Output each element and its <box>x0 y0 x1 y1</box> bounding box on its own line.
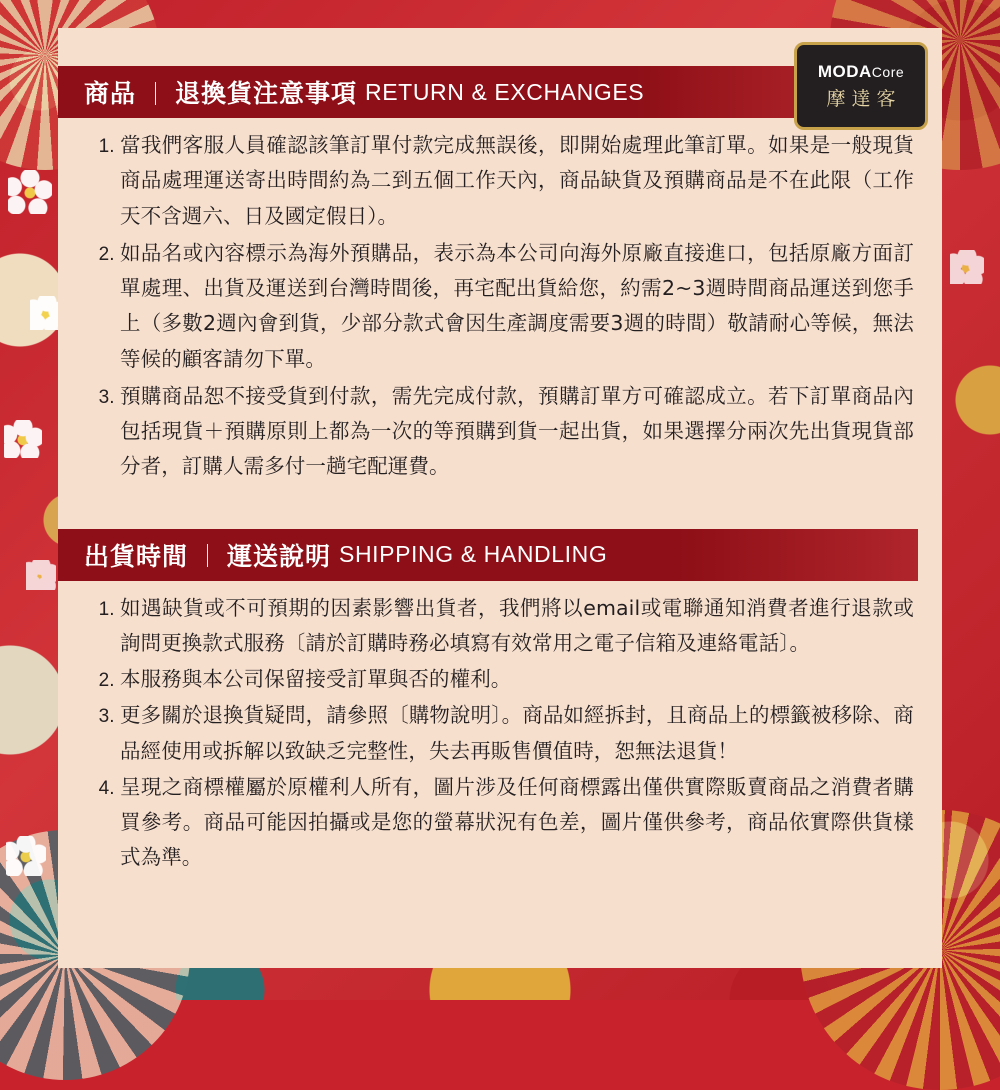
section-subtitle-cn: 運送說明 <box>227 541 332 571</box>
section-header-return-exchanges <box>58 66 858 118</box>
section-header-shipping-handling <box>58 529 918 581</box>
section-title-en: RETURN & EXCHANGES <box>365 78 645 105</box>
shipping-handling-notes-list <box>58 591 942 876</box>
blossom-icon <box>6 836 46 876</box>
policy-card <box>58 28 942 968</box>
blossom-icon <box>950 250 984 284</box>
brand-logo <box>794 42 928 130</box>
section-title-cn: 出貨時間 <box>84 541 189 571</box>
list-item: 2. 本服務與本公司保留接受訂單與否的權利。 <box>120 662 914 697</box>
return-exchange-notes-list <box>58 128 942 485</box>
section-title-separator: ｜ <box>144 80 168 107</box>
section-title-en: SHIPPING & HANDLING <box>339 541 608 567</box>
list-item: 1. 如遇缺貨或不可預期的因素影響出貨者，我們將以email或電聯通知消費者進行退款或詢問更換款式服務〔請於訂購時務必填寫有效常用之電子信箱及連絡電話〕。 <box>120 591 914 662</box>
brand-logo-latin <box>818 62 904 82</box>
section-title-separator: ｜ <box>196 543 220 569</box>
brand-logo-chinese: 摩達客 <box>826 87 902 110</box>
list-item: 1. 當我們客服人員確認該筆訂單付款完成無誤後，即開始處理此筆訂單。如果是一般現貨商品處理運送寄出時間約為二到五個工作天內，商品缺貨及預購商品是不在此限（工作天不含週六、日及國定假日）。 <box>120 128 914 234</box>
brand-logo-suffix: Core <box>871 63 905 80</box>
brand-logo-main: MODA <box>817 61 872 81</box>
list-item: 4. 呈現之商標權屬於原權利人所有，圖片涉及任何商標露出僅供實際販賣商品之消費者購買參考。商品可能因拍攝或是您的螢幕狀況有色差，圖片僅供參考，商品依實際供貨樣式為準。 <box>120 770 914 876</box>
blossom-icon <box>26 560 56 590</box>
blossom-icon <box>8 170 52 214</box>
section-shipping-handling <box>58 529 942 876</box>
list-item: 3. 更多關於退換貨疑問，請參照〔購物說明〕。商品如經拆封，且商品上的標籤被移除、商品經使用或拆解以致缺乏完整性，失去再販售價值時，恕無法退貨！ <box>120 698 914 769</box>
list-item: 2. 如品名或內容標示為海外預購品，表示為本公司向海外原廠直接進口，包括原廠方面訂單處理、出貨及運送到台灣時間後，再宅配出貨給您，約需2~3週時間商品運送到您手上（多數2週內會到貨，少部分款式會因生產調度需要3週的時間）敬請耐心等候，無法等候的顧客請勿下單。 <box>120 236 914 377</box>
section-title-cn: 商品 <box>84 79 137 108</box>
list-item: 3. 預購商品恕不接受貨到付款，需先完成付款，預購訂單方可確認成立。若下訂單商品內包括現貨＋預購原則上都為一次的等預購到貨一起出貨，如果選擇分兩次先出貨現貨部分者，訂購人需多付一趟宅配運費。 <box>120 379 914 485</box>
blossom-icon <box>4 420 42 458</box>
section-subtitle-cn: 退換貨注意事項 <box>175 79 358 108</box>
